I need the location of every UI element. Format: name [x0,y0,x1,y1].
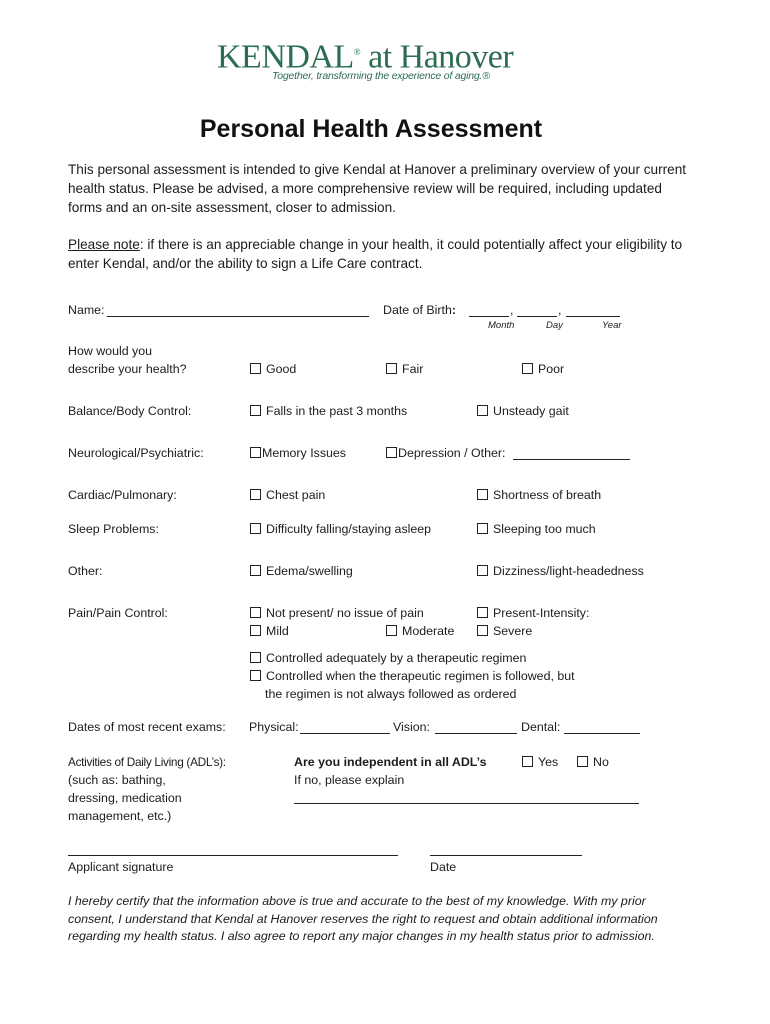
option-label: Chest pain [266,488,326,502]
health-label-line2: describe your health? [68,362,187,376]
option-label: Severe [493,624,533,638]
exam-dental-label: Dental: [521,720,561,734]
dob-month-field[interactable] [469,316,509,317]
signature-date-label: Date [430,860,457,874]
note-text: : if there is an appreciable change in your health, it could potentially affect your eligibility to enter Kendal, and/or the ability to sign a Life Care contract. [68,237,683,271]
other-option-dizziness[interactable] [477,564,644,578]
checkbox-icon[interactable] [477,565,488,576]
name-field[interactable] [107,316,369,317]
sleep-option-too-much[interactable] [477,522,596,536]
applicant-signature-label: Applicant signature [68,860,174,874]
adl-explain-field[interactable] [294,803,639,804]
checkbox-icon[interactable] [477,607,488,618]
checkbox-icon[interactable] [522,756,533,767]
option-label: Yes [538,755,559,769]
exam-dental-field[interactable] [564,733,640,734]
pain-option-mild[interactable] [250,624,289,638]
checkbox-icon[interactable] [577,756,588,767]
option-label: Good [266,362,297,376]
pain-option-controlled[interactable] [250,651,526,665]
dob-sep-2: , [558,303,562,317]
checkbox-icon[interactable] [250,652,261,663]
logo-suffix: at Hanover [360,38,514,76]
checkbox-icon[interactable] [250,489,261,500]
cardiac-option-breath[interactable] [477,488,601,502]
health-option-poor[interactable] [522,362,564,376]
checkbox-icon[interactable] [522,363,533,374]
dob-day-caption: Day [546,320,563,331]
checkbox-icon[interactable] [250,625,261,636]
health-option-fair[interactable] [386,362,423,376]
option-label: Memory Issues [262,446,346,460]
sleep-option-difficulty[interactable] [250,522,431,536]
option-label: Difficulty falling/staying asleep [266,522,432,536]
pain-option-controlled-when-followed[interactable] [250,669,575,683]
exams-label: Dates of most recent exams: [68,720,226,734]
option-label: Controlled adequately by a therapeutic regimen [266,651,527,665]
option-label: Sleeping too much [493,522,596,536]
other-option-edema[interactable] [250,564,353,578]
option-label: Present-Intensity: [493,606,590,620]
option-label: Fair [402,362,424,376]
checkbox-icon[interactable] [477,489,488,500]
dob-month-caption: Month [488,320,515,331]
option-label: Shortness of breath [493,488,602,502]
adl-label-line2: (such as: bathing, [68,773,166,787]
pain-option-severe[interactable] [477,624,532,638]
checkbox-icon[interactable] [250,607,261,618]
exam-vision-field[interactable] [435,733,517,734]
dob-label [383,303,456,317]
checkbox-icon[interactable] [386,363,397,374]
adl-label-line4: management, etc.) [68,809,172,823]
option-label: Not present/ no issue of pain [266,606,424,620]
sleep-label: Sleep Problems: [68,522,159,536]
checkbox-icon[interactable] [386,625,397,636]
pain-option-controlled-continued: the regimen is not always followed as ordered [265,687,517,701]
dob-year-field[interactable] [566,316,620,317]
neuro-other-field[interactable] [513,459,630,460]
checkbox-icon[interactable] [477,523,488,534]
adl-explain-label: If no, please explain [294,773,405,787]
balance-option-falls[interactable] [250,404,407,418]
option-label: Falls in the past 3 months [266,404,408,418]
dob-year-caption: Year [602,320,622,331]
note-label: Please note [68,237,140,252]
checkbox-icon[interactable] [250,363,261,374]
logo-registered-mark: ® [353,47,361,57]
cardiac-option-chest-pain[interactable] [250,488,325,502]
adl-option-no[interactable] [577,755,609,769]
option-label: Controlled when the therapeutic regimen is followed, but [266,669,575,683]
other-label: Other: [68,564,103,578]
balance-option-gait[interactable] [477,404,569,418]
exam-physical-label: Physical: [249,720,299,734]
dob-colon: : [451,303,457,317]
pain-label: Pain/Pain Control: [68,606,168,620]
dob-day-field[interactable] [517,316,557,317]
option-label: Dizziness/light-headedness [493,564,644,578]
neuro-option-memory[interactable] [250,446,346,460]
name-label: Name: [68,303,105,317]
adl-question: Are you independent in all ADL’s [294,755,487,769]
neuro-label: Neurological/Psychiatric: [68,446,204,460]
option-label: Depression / Other: [398,446,506,460]
checkbox-icon[interactable] [250,405,261,416]
logo-brand: KENDAL [217,38,354,76]
adl-label-line3: dressing, medication [68,791,182,805]
dob-sep-1: , [510,303,514,317]
checkbox-icon[interactable] [250,523,261,534]
page-title: Personal Health Assessment [199,115,543,143]
note-paragraph [68,235,688,273]
option-label: Mild [266,624,289,638]
intro-paragraph: This personal assessment is intended to give Kendal at Hanover a preliminary overview of your current health status. Please be advised, a more comprehensive review will be required, including updated forms and an on-site assessment, closer to admission. [68,162,687,215]
pain-option-moderate[interactable] [386,624,454,638]
checkbox-icon[interactable] [250,447,261,458]
health-option-good[interactable] [250,362,296,376]
checkbox-icon[interactable] [250,670,261,681]
logo-tagline: Together, transforming the experience of aging.® [272,70,490,82]
health-label-line1: How would you [68,344,153,358]
pain-option-not-present[interactable] [250,606,424,620]
adl-option-yes[interactable] [522,755,558,769]
checkbox-icon[interactable] [386,447,397,458]
exam-physical-field[interactable] [300,733,390,734]
option-label: Unsteady gait [493,404,569,418]
pain-option-present[interactable] [477,606,589,620]
cardiac-label: Cardiac/Pulmonary: [68,488,177,502]
neuro-option-depression[interactable] [386,446,505,460]
dob-label-text: Date of Birth [383,303,452,317]
exam-vision-label: Vision: [393,720,430,734]
option-label: Moderate [402,624,455,638]
balance-label: Balance/Body Control: [68,404,192,418]
option-label: Poor [538,362,565,376]
signature-date-field[interactable] [430,855,582,856]
checkbox-icon[interactable] [477,625,488,636]
option-label: Edema/swelling [266,564,353,578]
adl-label-line1: Activities of Daily Living (ADL’s): [68,755,226,769]
option-label: No [593,755,609,769]
applicant-signature-field[interactable] [68,855,398,856]
checkbox-icon[interactable] [250,565,261,576]
certification-statement: I hereby certify that the information above is true and accurate to the best of my knowledge. With my prior consent, I understand that Kendal at Hanover reserves the right to request and obtain additional information regarding my health status. I also agree to report any major changes in my health status prior to admission. [68,894,658,943]
checkbox-icon[interactable] [477,405,488,416]
